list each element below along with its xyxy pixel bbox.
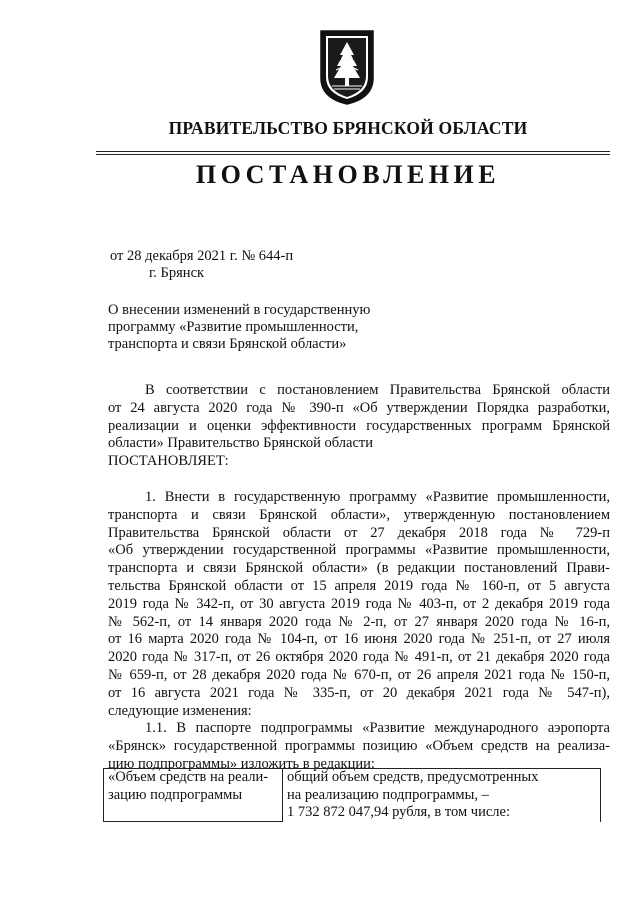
header-divider-bottom [96, 154, 610, 155]
item-1-line: 1. Внести в государственную программу «Развитие промышленности, [145, 489, 610, 505]
header-divider-top [96, 151, 610, 152]
item-1-1-line: цию подпрограммы» изложить в редакции: [108, 755, 375, 772]
item-1-line: «Об утверждении государственной программы «Развитие промышленности, [108, 542, 610, 559]
item-1-line: следующие изменения: [108, 702, 252, 719]
item-1-line: Правительства Брянской области от 27 декабря 2018 года № 729-п [108, 524, 610, 541]
item-1-line: 2020 года № 317-п, от 26 октября 2020 года № 491-п, от 21 декабря 2020 года [108, 649, 610, 666]
item-1-line: от 16 августа 2021 года № 335-п, от 20 декабря 2021 года № 547-п), [108, 684, 610, 701]
preamble-line: реализации и оценки эффективности государственных программ Брянской [108, 417, 610, 434]
item-1-1-line: 1.1. В паспорте подпрограммы «Развитие международного аэропорта [145, 720, 610, 737]
table-cell-line: на реализацию подпрограммы, – [287, 786, 489, 803]
item-1-1-line: «Брянск» государственной программы позицию «Объем средств на реализа- [108, 738, 610, 755]
item-1-line: № 659-п, от 28 декабря 2020 года № 670-п, от 26 апреля 2021 года № 150-п, [108, 666, 610, 683]
table-row [104, 769, 601, 822]
table-cell-line: общий объем средств, предусмотренных [287, 769, 539, 785]
preamble-line: В соответствии с постановлением Правительства Брянской области [145, 382, 610, 398]
subject-line: программу «Развитие промышленности, [108, 319, 359, 335]
item-1-line: транспорта и связи Брянской области» (в редакции постановлений Прави- [108, 560, 610, 577]
passport-table [103, 768, 601, 822]
subject-line: транспорта и связи Брянской области» [108, 336, 347, 352]
document-date-number: от 28 декабря 2021 г. № 644-п [110, 248, 294, 264]
table-cell-label [104, 769, 283, 822]
coat-of-arms-emblem [318, 28, 376, 106]
item-1-line: 2019 года № 342-п, от 30 августа 2019 года № 403-п, от 2 декабря 2019 года [108, 595, 610, 612]
item-1-line: транспорта и связи Брянской области», утвержденную постановлением [108, 506, 610, 523]
subject-line: О внесении изменений в государственную [108, 302, 371, 318]
government-title: ПРАВИТЕЛЬСТВО БРЯНСКОЙ ОБЛАСТИ [168, 118, 528, 138]
table-cell-value [283, 769, 601, 822]
item-1-line: № 562-п, от 14 января 2020 года № 2-п, от 27 января 2020 года № 16-п, [108, 613, 610, 630]
preamble-line: от 24 августа 2020 года № 390-п «Об утверждении Порядка разработки, [108, 399, 610, 416]
document-city: г. Брянск [149, 265, 205, 281]
item-1-line: от 16 марта 2020 года № 104-п, от 16 июня 2020 года № 251-п, от 27 июля [108, 631, 610, 648]
item-1-paragraph [108, 489, 610, 774]
resolves-keyword: ПОСТАНОВЛЯЕТ: [108, 453, 229, 470]
table-cell-line: 1 732 872 047,94 рубля, в том числе: [287, 804, 510, 820]
table-cell-line: зацию подпрограммы [108, 786, 243, 803]
preamble-line: области» Правительство Брянской области [108, 435, 373, 452]
table-cell-line: «Объем средств на реали- [108, 769, 269, 785]
item-1-line: тельства Брянской области от 15 апреля 2019 года № 160-п, от 5 августа [108, 577, 610, 594]
document-type-heading: ПОСТАНОВЛЕНИЕ [195, 160, 501, 189]
preamble-paragraph [108, 382, 610, 471]
